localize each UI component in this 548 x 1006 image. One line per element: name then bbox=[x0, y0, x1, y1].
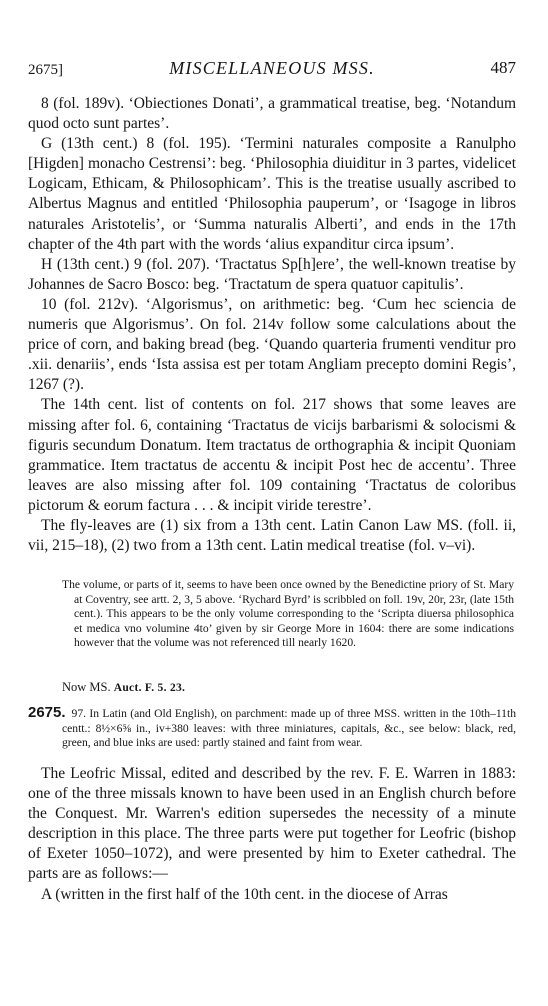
paragraph: The Leofric Missal, edited and described by the rev. F. E. Warren in 1883: one of the three missals known to have been used in an English church before the Conquest. Mr. Warren's edition supersedes the necessity of a minute description in this place. The three parts were put together for Leofric (bishop of Exeter 1050–1072), and were presented by him to Exeter cathedral. The parts are as follows:— bbox=[28, 765, 516, 883]
entry-text: 97. In Latin (and Old English), on parchment: made up of three MSS. written in the 10th–11th centt.: 8½×6⅝ in., iv+380 leaves: with three miniatures, capitals, &c., see below: black, red, green, and blue inks are used: partly stained and faint from wear. bbox=[62, 707, 516, 750]
article-range: 2675] bbox=[28, 62, 63, 78]
catalogue-text bbox=[28, 94, 516, 556]
shelfmark-value: Auct. F. 5. 23. bbox=[113, 682, 186, 694]
page-number: 487 bbox=[490, 58, 516, 77]
running-header bbox=[28, 56, 516, 80]
shelfmark bbox=[62, 680, 185, 695]
paragraph: G (13th cent.) 8 (fol. 195). ‘Termini naturales composite a Ranulpho [Higden] monacho Cestrensi’: beg. ‘Philosophia diuiditur in 3 partes, videlicet Logicam, Ethicam, & Philosophicam’. This is the treatise usually ascribed to Albertus Magnus and entitled ‘Philosophia pauperum’, or ‘Isagoge in libros naturales Aristotelis’, or ‘Summa naturalis Alberti’, and ends in the 17th chapter of the 4th part with the words ‘alius expanditur circa ipsum’. bbox=[28, 135, 516, 253]
running-title: MISCELLANEOUS MSS. bbox=[169, 58, 375, 78]
provenance-note bbox=[62, 578, 514, 651]
paragraph: H (13th cent.) 9 (fol. 207). ‘Tractatus Sp[h]ere’, the well-known treatise by Johannes de Sacro Bosco: beg. ‘Tractatum de spera quatuor capitulis’. bbox=[28, 255, 516, 293]
paragraph: 10 (fol. 212v). ‘Algorismus’, on arithmetic: beg. ‘Cum hec sciencia de numeris que Algorismus’. On fol. 214v follow some calculations about the price of corn, and baking bread (beg. ‘Quando quarteria frumenti venditur pro .xii. denariis’, ends ‘Ista assisa est per totam Angliam precepto domini Regis’, 1267 (?). bbox=[28, 295, 516, 394]
entry-description bbox=[28, 706, 516, 751]
paragraph: 8 (fol. 189v). ‘Obiectiones Donati’, a grammatical treatise, beg. ‘Notandum quod octo sunt partes’. bbox=[28, 95, 516, 133]
entry-number: 2675. bbox=[28, 704, 66, 721]
shelfmark-prefix: Now MS. bbox=[62, 680, 111, 694]
paragraph: A (written in the first half of the 10th cent. in the diocese of Arras bbox=[41, 885, 448, 903]
note-text: The volume, or parts of it, seems to have been once owned by the Benedictine priory of St. Mary at Coventry, see artt. 2, 3, 5 above. ‘Rychard Byrd’ is scribbled on foll. 19v, 20r, 23r, (late 15th cent.). This appears to be the only volume corresponding to the ‘Scripta diuersa philosophica et medica vno volumine 4to’ given by sir George More in 1604: there are some indications however that the volume was not referenced till nearly 1620. bbox=[62, 578, 514, 650]
catalogue-entry bbox=[28, 706, 516, 751]
entry-body bbox=[28, 764, 516, 905]
paragraph: The fly-leaves are (1) six from a 13th cent. Latin Canon Law MS. (foll. ii, vii, 215–18), (2) two from a 13th cent. Latin medical treatise (fol. v–vi). bbox=[28, 516, 516, 555]
paragraph: The 14th cent. list of contents on fol. 217 shows that some leaves are missing after fol. 6, containing ‘Tractatus de vicijs barbarismi & solocismi & figuris secundum Donatum. Item tractatus de orthographia & incipit Quoniam grammatice. Item tractatus de accentu & incipit Post hec de accentu’. Three leaves are also missing after fol. 109 containing ‘Tractatus de coloribus pictorum & eorum factura . . . & incipit viride terestre’. bbox=[28, 396, 516, 514]
